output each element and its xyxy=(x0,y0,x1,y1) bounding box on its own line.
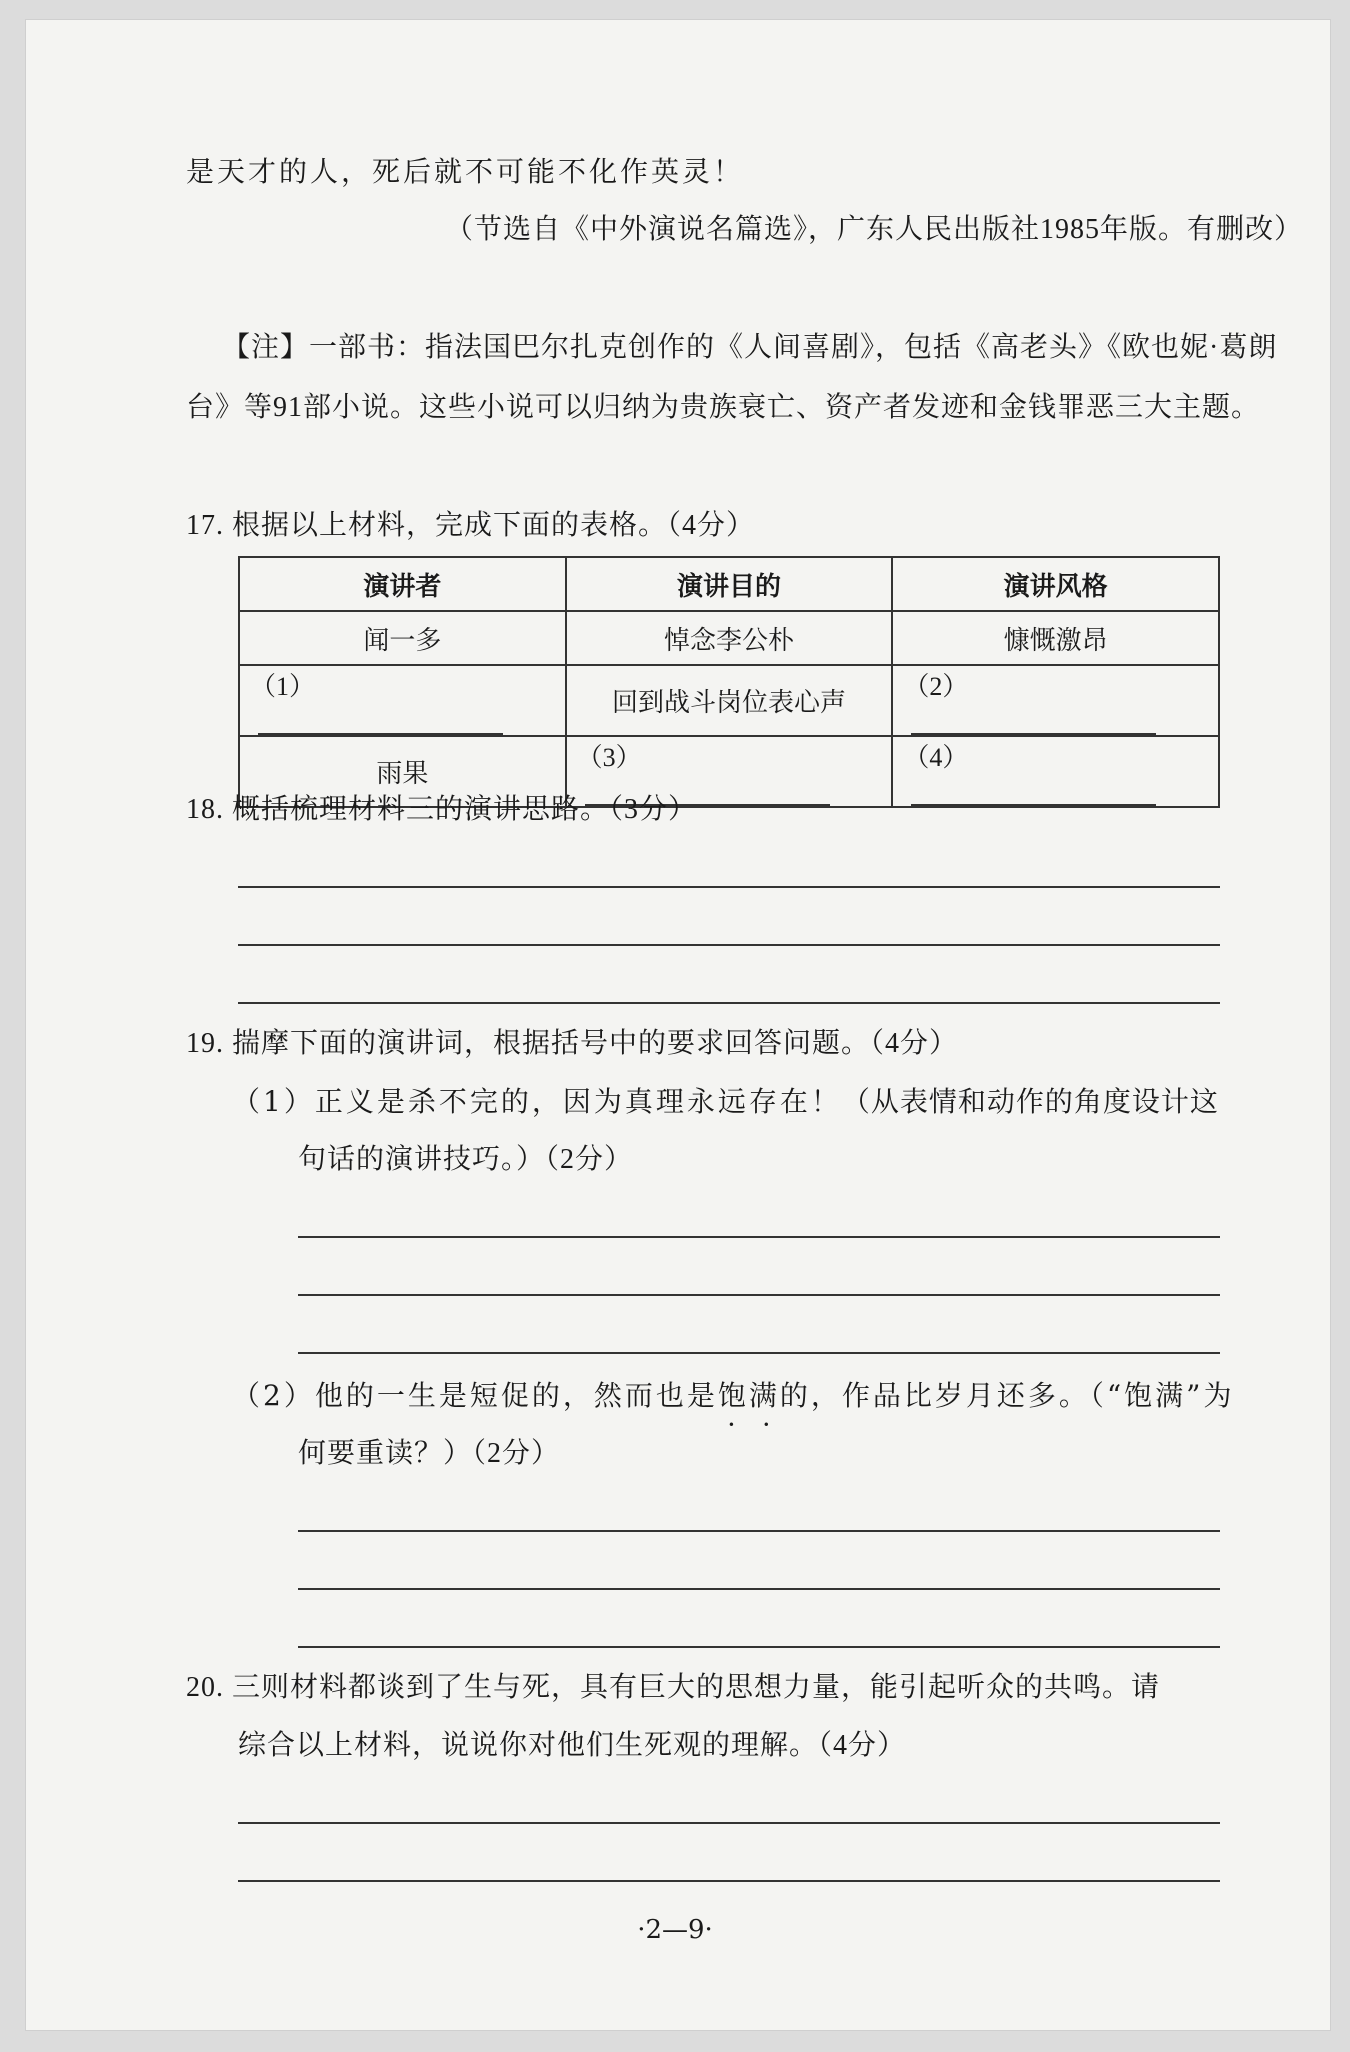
speech-closing-line: 是天才的人，死后就不可能不化作英灵！ xyxy=(186,155,745,188)
blank-label-4: （4） xyxy=(903,743,969,772)
answer-line[interactable] xyxy=(238,1002,1220,1004)
note-line-1: 【注】一部书：指法国巴尔扎克创作的《人间喜剧》，包括《高老头》《欧也妮·葛朗 xyxy=(222,332,1278,363)
header-speaker: 演讲者 xyxy=(239,557,566,611)
question-17-prompt: 17. 根据以上材料，完成下面的表格。（4分） xyxy=(186,510,756,541)
table-row xyxy=(239,611,1219,665)
answer-line[interactable] xyxy=(238,1880,1220,1882)
question-20-prompt: 20. 三则材料都谈到了生与死，具有巨大的思想力量，能引起听众的共鸣。请 xyxy=(186,1672,1161,1703)
cell-speaker: 闻一多 xyxy=(239,611,566,665)
answer-line[interactable] xyxy=(238,1822,1220,1824)
answer-blank-1[interactable] xyxy=(258,703,503,735)
question-19-sub1 xyxy=(232,1082,1219,1123)
blank-label-2: （2） xyxy=(903,672,969,701)
page-number: ·2—9· xyxy=(637,1915,713,1945)
blank-label-1: （1） xyxy=(250,672,316,701)
question-19-sub2 xyxy=(232,1376,1234,1416)
cell-style: 慷慨激昂 xyxy=(892,611,1219,665)
table-header-row xyxy=(239,557,1219,611)
answer-line[interactable] xyxy=(298,1294,1220,1296)
note-line-2: 台》等91部小说。这些小说可以归纳为贵族衰亡、资产者发迹和金钱罪恶三大主题。 xyxy=(186,392,1261,423)
answer-blank-2[interactable] xyxy=(911,703,1156,735)
answer-line[interactable] xyxy=(298,1236,1220,1238)
answer-line[interactable] xyxy=(298,1530,1220,1532)
answer-line[interactable] xyxy=(298,1352,1220,1354)
answer-line[interactable] xyxy=(298,1646,1220,1648)
answer-blank-4[interactable] xyxy=(911,774,1156,806)
cell-blank-1[interactable] xyxy=(239,665,566,736)
emphasis-word: 饱满 • • xyxy=(718,1379,780,1412)
header-purpose: 演讲目的 xyxy=(566,557,893,611)
blank-label-3: （3） xyxy=(576,743,642,772)
question-18-prompt: 18. 概括梳理材料三的演讲思路。（3分） xyxy=(186,794,698,825)
question-19-sub2-cont: 何要重读？）（2分） xyxy=(298,1438,561,1469)
answer-line[interactable] xyxy=(298,1588,1220,1590)
question-19-sub1-cont: 句话的演讲技巧。）（2分） xyxy=(298,1144,634,1175)
cell-blank-2[interactable] xyxy=(892,665,1219,736)
table-row xyxy=(239,665,1219,736)
sub2-quote: （2）他的一生是短促的，然而也是 xyxy=(232,1379,718,1412)
source-citation: （节选自《中外演说名篇选》，广东人民出版社1985年版。有删改） xyxy=(445,214,1304,245)
question-17-table xyxy=(238,556,1220,808)
sub2-requirement: 的，作品比岁月还多。（“饱满”为 xyxy=(779,1379,1235,1412)
cell-blank-4[interactable] xyxy=(892,736,1219,807)
cell-speaker: 雨果 xyxy=(239,736,566,807)
header-style: 演讲风格 xyxy=(892,557,1219,611)
answer-line[interactable] xyxy=(238,944,1220,946)
sub1-requirement: （从表情和动作的角度设计这 xyxy=(841,1087,1219,1118)
question-19-prompt: 19. 揣摩下面的演讲词，根据括号中的要求回答问题。（4分） xyxy=(186,1028,959,1059)
question-20-prompt-cont: 综合以上材料，说说你对他们生死观的理解。（4分） xyxy=(238,1730,907,1761)
sub1-quote: （1）正义是杀不完的，因为真理永远存在！ xyxy=(232,1085,842,1118)
cell-purpose: 回到战斗岗位表心声 xyxy=(566,665,893,736)
answer-line[interactable] xyxy=(238,886,1220,888)
cell-purpose: 悼念李公朴 xyxy=(566,611,893,665)
